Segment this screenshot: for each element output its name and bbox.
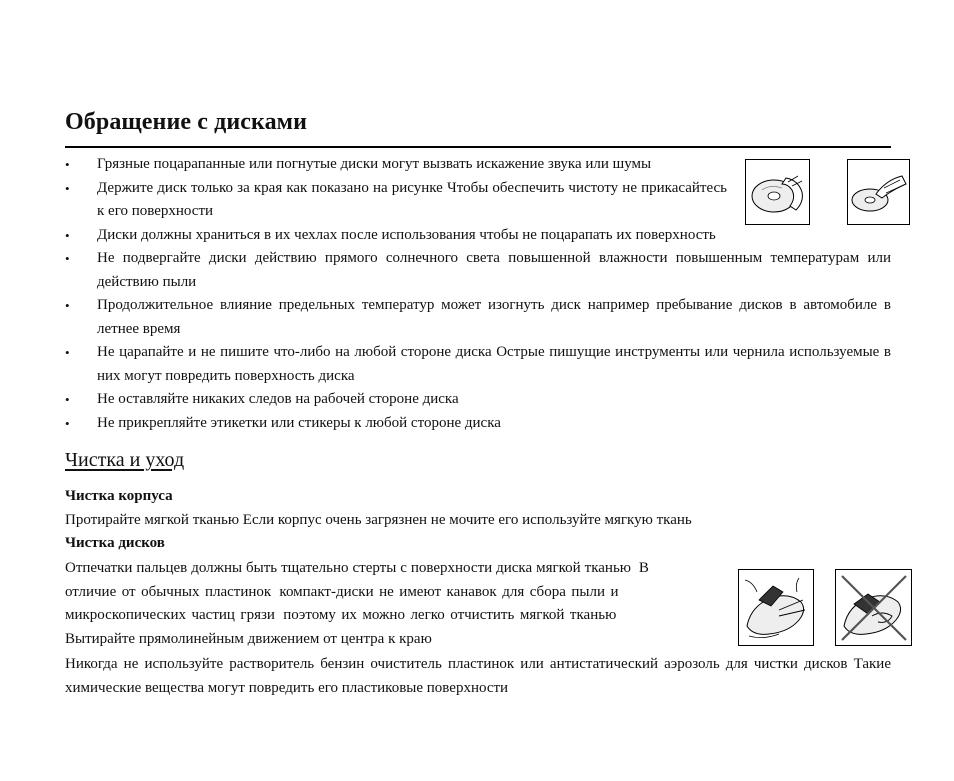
bullet-dot: •	[65, 251, 70, 266]
bullet-item	[65, 341, 891, 388]
bullet-item	[65, 388, 891, 412]
disc-wiped-circular-crossed-illustration	[835, 569, 912, 646]
bullet-text: Не подвергайте диски действию прямого солнечного света повышенной влажности повышенным температурам или действию пыли	[97, 250, 891, 290]
bullet-item	[65, 224, 891, 248]
bullet-text: Продолжительное влияние предельных температур может изогнуть диск например пребывание дисков в автомобиле в летнее время	[97, 297, 891, 337]
bullet-item	[65, 294, 891, 341]
bullet-dot: •	[65, 415, 70, 431]
disc-touched-surface-illustration	[847, 159, 910, 225]
bullet-dot: •	[65, 227, 70, 243]
bullet-item	[65, 247, 891, 294]
bullet-dot: •	[65, 180, 70, 196]
disc-finger-icon	[848, 160, 909, 224]
disc-wiped-straight-illustration	[738, 569, 814, 646]
disc-cleaning-line: Отпечатки пальцев должны быть тщательно стерты с поверхности диска мягкой тканью В	[65, 560, 649, 576]
disc-held-by-edges-illustration	[745, 159, 810, 225]
bullet-dot: •	[65, 392, 70, 407]
body-cleaning-text: Протирайте мягкой тканью Если корпус очень загрязнен не мочите его используйте мягкую ткань	[65, 511, 692, 528]
bullet-text: Диски должны храниться в их чехлах после использования чтобы не поцарапать их поверхность	[97, 226, 716, 243]
bullet-dot: •	[65, 298, 70, 313]
disc-hand-icon	[746, 160, 809, 224]
bullet-dot: •	[65, 345, 70, 360]
bullet-text: Не оставляйте никаких следов на рабочей стороне диска	[97, 391, 459, 407]
bullet-text: Держите диск только за края как показано на рисунке Чтобы обеспечить чистоту не прикасайтесь к его поверхности	[97, 179, 727, 219]
disc-cleaning-line: отличие от обычных пластинок компакт-диски не имеют канавок для сбора пыли и	[65, 583, 619, 600]
bullet-item	[65, 412, 891, 436]
bullet-text: Не прикрепляйте этикетки или стикеры к любой стороне диска	[97, 414, 501, 431]
warning-paragraph: Никогда не используйте растворитель бензин очиститель пластинок или антистатический аэрозоль для чистки дисков Такие химические вещества могут повредить его пластиковые поверхности	[65, 656, 891, 696]
disc-cleaning-heading: Чистка дисков	[65, 535, 165, 551]
bullet-dot: •	[65, 157, 70, 172]
title-underline	[65, 146, 891, 148]
care-heading: Чистка и уход	[65, 449, 185, 471]
disc-cleaning-line: микроскопических частиц грязи поэтому их можно легко отчистить мягкой тканью	[65, 607, 617, 623]
wipe-circular-crossed-icon	[836, 570, 911, 645]
disc-cleaning-line: Вытирайте прямолинейным движением от центра к краю	[65, 630, 432, 647]
bullet-text: Грязные поцарапанные или погнутые диски могут вызвать искажение звука или шумы	[97, 156, 652, 172]
disc-cleaning-paragraph	[65, 557, 725, 651]
page-title: Обращение с дисками	[65, 109, 308, 135]
wipe-straight-icon	[739, 570, 813, 645]
bullet-text: Не царапайте и не пишите что-либо на любой стороне диска Острые пишущие инструменты или чернила используемые в них могут повредить поверхность диска	[97, 344, 891, 384]
body-cleaning-section	[65, 485, 891, 556]
body-cleaning-heading: Чистка корпуса	[65, 488, 173, 504]
